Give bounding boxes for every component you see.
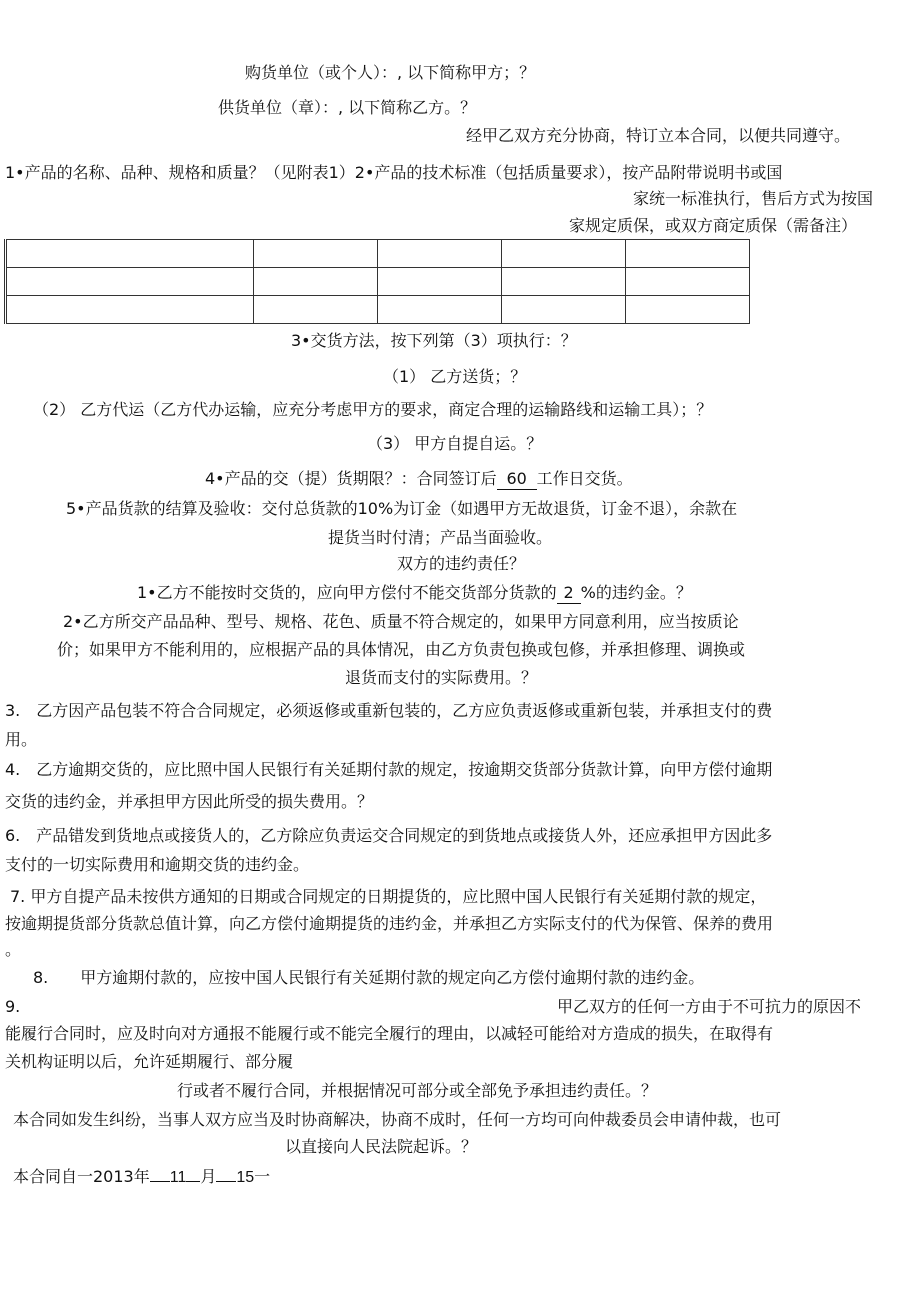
product-spec-table [4,239,750,324]
liability-item-1 [137,583,692,604]
clause-1-2-line-2: 家统一标准执行，售后方式为按国 [633,189,874,208]
effective-suffix: 一 [254,1167,271,1186]
liability-item-9-line-4: 行或者不履行合同，并根据情况可部分或全部免予承担违约责任。？ [177,1081,658,1100]
liability-item-7-line-3: 。 [5,940,22,959]
table-cell [502,240,626,268]
liability-item-2-line-1: 2•乙方所交产品品种、型号、规格、花色、质量不符合规定的，如果甲方同意利用，应当按质论 [63,612,739,631]
table-cell [6,268,254,296]
liability-title: 双方的违约责任？ [397,554,526,573]
delivery-title: 3•交货方法，按下列第（3）项执行：？ [291,331,577,350]
delivery-option-1: （1） 乙方送货；？ [383,367,527,386]
blank-underline [150,1181,170,1182]
liability-item-7-line-2: 按逾期提货部分货款总值计算，向乙方偿付逾期提货的违约金，并承担乙方实际支付的代为保管、保养的费用 [5,914,774,933]
effective-prefix: 本合同自一2013年 [13,1167,150,1186]
table-row [6,296,750,324]
table-row [6,268,750,296]
liability-item-9-line-1: 甲乙双方的任何一方由于不可抗力的原因不 [557,997,862,1016]
liability-item-3-line-2: 用。 [5,730,38,749]
effective-day: 15 [236,1169,255,1186]
table-cell [254,268,378,296]
table-cell [626,296,750,324]
table-cell [378,296,502,324]
deadline-days: 60 [497,469,537,490]
deadline-suffix: 工作日交货。 [536,469,633,488]
liability-item-7-line-1: 7. 甲方自提产品未按供方通知的日期或合同规定的日期提货的，应比照中国人民银行有关延期付款的规定， [10,887,767,906]
liability-item-9-line-2: 能履行合同时，应及时向对方通报不能履行或不能完全履行的理由，以减轻可能给对方造成的损失，在取得有 [5,1024,774,1043]
blank-underline [216,1181,236,1182]
table-cell [626,240,750,268]
effective-date-line [13,1167,270,1188]
table-cell [502,296,626,324]
delivery-deadline [205,469,633,490]
delivery-option-3: （3） 甲方自提自运。？ [367,434,543,453]
table-cell [254,296,378,324]
liability-item-9-number: 9. [5,997,21,1016]
effective-month: 11 [169,1169,187,1186]
liability-item-3-line-1: 3. 乙方因产品包装不符合合同规定，必须返修或重新包装的，乙方应负责返修或重新包装，并承担支付的费 [5,701,773,720]
payment-line-2: 提货当时付清；产品当面验收。 [328,528,553,547]
seller-line: 供货单位（章）：, 以下简称乙方。？ [218,98,477,117]
liability-item-2-line-3: 退货而支付的实际费用。？ [345,668,538,687]
dispute-line-2: 以直接向人民法院起诉。？ [285,1137,478,1156]
delivery-option-2: （2） 乙方代运（乙方代办运输，应充分考虑甲方的要求，商定合理的运输路线和运输工具）；？ [33,400,713,419]
buyer-line: 购货单位（或个人）：, 以下简称甲方；？ [245,63,536,82]
table-cell [254,240,378,268]
liability-item-4-line-1: 4. 乙方逾期交货的，应比照中国人民银行有关延期付款的规定，按逾期交货部分货款计算，向甲方偿付逾期 [5,760,773,779]
table-cell [6,240,254,268]
table-cell [502,268,626,296]
liability-item-2-line-2: 价；如果甲方不能利用的，应根据产品的具体情况，由乙方负责包换或包修，并承担修理、调换或 [57,640,746,659]
blank-underline [186,1181,200,1182]
intro-line: 经甲乙双方充分协商，特订立本合同，以便共同遵守。 [466,126,851,145]
clause-1-2-line-1: 1•产品的名称、品种、规格和质量？（见附表1）2•产品的技术标准（包括质量要求），按产品附带说明书或国 [5,163,783,182]
liability-item-8: 8. 甲方逾期付款的，应按中国人民银行有关延期付款的规定向乙方偿付逾期付款的违约金。 [33,968,705,987]
deadline-prefix: 4•产品的交（提）货期限？：合同签订后 [205,469,497,488]
item1-prefix: 1•乙方不能按时交货的，应向甲方偿付不能交货部分货款的 [137,583,557,602]
table-cell [378,240,502,268]
table-cell [626,268,750,296]
liability-item-6-line-2: 支付的一切实际费用和逾期交货的违约金。 [5,855,310,874]
effective-month-unit: 月 [200,1167,217,1186]
penalty-percent: 2 [557,583,581,604]
liability-item-4-line-2: 交货的违约金，并承担甲方因此所受的损失费用。？ [5,792,374,811]
clause-1-2-line-3: 家规定质保，或双方商定质保（需备注） [569,216,858,235]
payment-line-1: 5•产品货款的结算及验收：交付总货款的10%为订金（如遇甲方无故退货，订金不退），余款在 [66,499,738,518]
table-row [6,240,750,268]
item1-suffix: %的违约金。？ [580,583,692,602]
table-cell [378,268,502,296]
dispute-line-1: 本合同如发生纠纷，当事人双方应当及时协商解决，协商不成时，任何一方均可向仲裁委员会申请仲裁，也可 [13,1110,782,1129]
table-cell [6,296,254,324]
liability-item-6-line-1: 6. 产品错发到货地点或接货人的，乙方除应负责运交合同规定的到货地点或接货人外，还应承担甲方因此多 [5,826,773,845]
liability-item-9-line-3: 关机构证明以后，允许延期履行、部分履 [5,1052,294,1071]
